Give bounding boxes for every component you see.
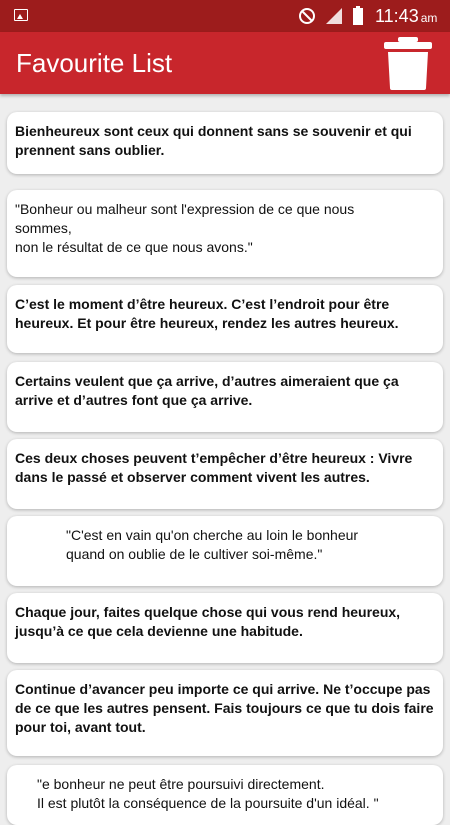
list-item[interactable]: [7, 439, 443, 509]
delete-all-button[interactable]: [382, 36, 434, 90]
quote-text: C’est le moment d’être heureux. C’est l’endroit pour être heureux. Et pour être heureux, rendez les autres heureux.: [15, 296, 399, 331]
page-title: Favourite List: [16, 48, 173, 78]
image-icon: [14, 9, 28, 21]
clock-ampm: am: [420, 11, 438, 25]
quote-text: "Bonheur ou malheur sont l'expression de ce que nous sommes, non le résultat de ce que nous avons.": [15, 201, 355, 255]
quote-text: "C'est en vain qu'on cherche au loin le bonheur quand on oublie de le cultiver soi-même.": [66, 527, 359, 562]
quote-text: Chaque jour, faites quelque chose qui vous rend heureux, jusqu’à ce que cela devienne une habitude.: [15, 604, 401, 639]
list-item[interactable]: [7, 593, 443, 663]
favourite-list[interactable]: [0, 94, 450, 811]
battery-icon: [352, 6, 364, 26]
quote-text: Certains veulent que ça arrive, d’autres aimeraient que ça arrive et d’autres font que ça arrive.: [15, 373, 399, 408]
list-item[interactable]: [7, 670, 443, 756]
status-bar: [0, 0, 450, 32]
list-item[interactable]: [7, 362, 443, 432]
list-item[interactable]: [7, 516, 443, 586]
list-item[interactable]: [7, 190, 443, 277]
signal-icon: [324, 7, 344, 25]
list-item[interactable]: [7, 112, 443, 174]
no-disturb-icon: [298, 7, 316, 25]
status-time: [375, 6, 437, 27]
status-icons: [298, 6, 364, 26]
app-bar: [0, 32, 450, 94]
clock-time: 11:43: [375, 6, 419, 26]
quote-text: Bienheureux sont ceux qui donnent sans se souvenir et qui prennent sans oublier.: [15, 123, 412, 158]
quote-text: "e bonheur ne peut être poursuivi directement. Il est plutôt la conséquence de la poursuite d'un idéal. ": [37, 776, 379, 811]
trash-icon: [382, 36, 434, 90]
quote-text: Continue d’avancer peu importe ce qui arrive. Ne t’occupe pas de ce que les autres pensent. Fais toujours ce que tu dois faire pour toi, avant tout.: [15, 681, 434, 735]
list-item[interactable]: [7, 765, 443, 825]
list-item[interactable]: [7, 285, 443, 353]
quote-text: Ces deux choses peuvent t’empêcher d’être heureux : Vivre dans le passé et observer comment vivent les autres.: [15, 450, 413, 485]
